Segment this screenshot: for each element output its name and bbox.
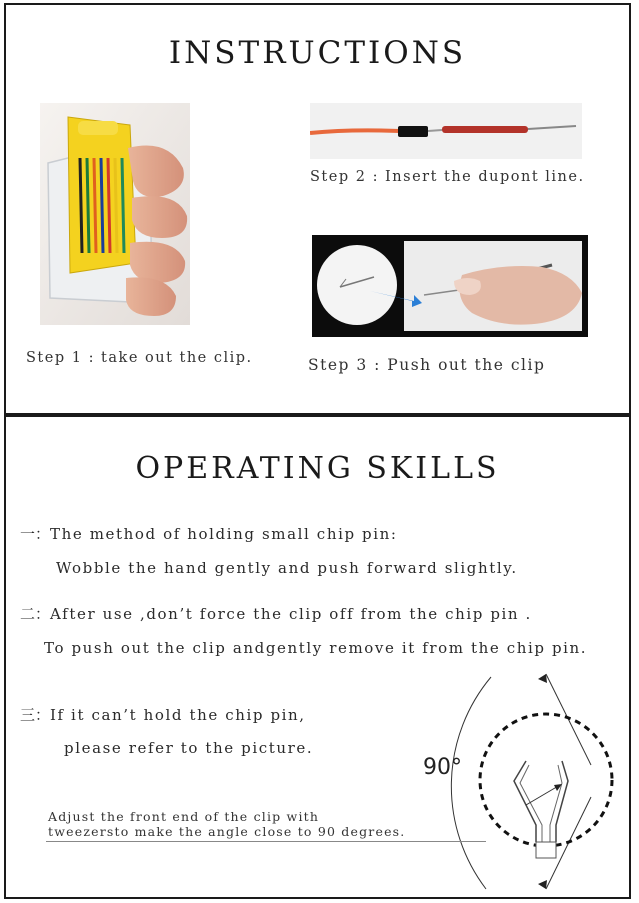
skill3-text: If it can’t hold the chip pin, (50, 706, 306, 724)
step3-photo (312, 235, 588, 337)
step2-photo (310, 103, 582, 159)
angle-label: 90° (423, 755, 462, 780)
skill1-text: The method of holding small chip pin: (50, 525, 398, 543)
skill2-line1 (20, 603, 532, 624)
skill2-line2: To push out the clip andgently remove it from the chip pin. (44, 639, 588, 657)
step1-photo (40, 103, 190, 325)
skill3-marker: 三： (20, 706, 51, 724)
adjust-note-line1: Adjust the front end of the clip with (48, 809, 320, 824)
skill2-marker: 二： (20, 605, 51, 623)
instructions-panel (4, 3, 631, 415)
operating-skills-title: OPERATING SKILLS (135, 451, 500, 486)
skill1-line1 (20, 523, 398, 544)
operating-skills-panel (4, 415, 631, 899)
step3-caption: Step 3 : Push out the clip (308, 356, 546, 374)
skill1-line2: Wobble the hand gently and push forward slightly. (56, 559, 518, 577)
step1-caption: Step 1 : take out the clip. (26, 350, 253, 366)
skill3-line2: please refer to the picture. (64, 739, 314, 757)
skill1-marker: 一： (20, 525, 51, 543)
skill3-line1 (20, 704, 306, 725)
note-underline (46, 841, 486, 842)
skill2-text: After use ,don’t force the clip off from the chip pin . (50, 605, 532, 623)
instructions-title: INSTRUCTIONS (168, 35, 467, 71)
adjust-note-line2: tweezersto make the angle close to 90 degrees. (48, 824, 406, 839)
step2-caption: Step 2 : Insert the dupont line. (310, 169, 585, 185)
